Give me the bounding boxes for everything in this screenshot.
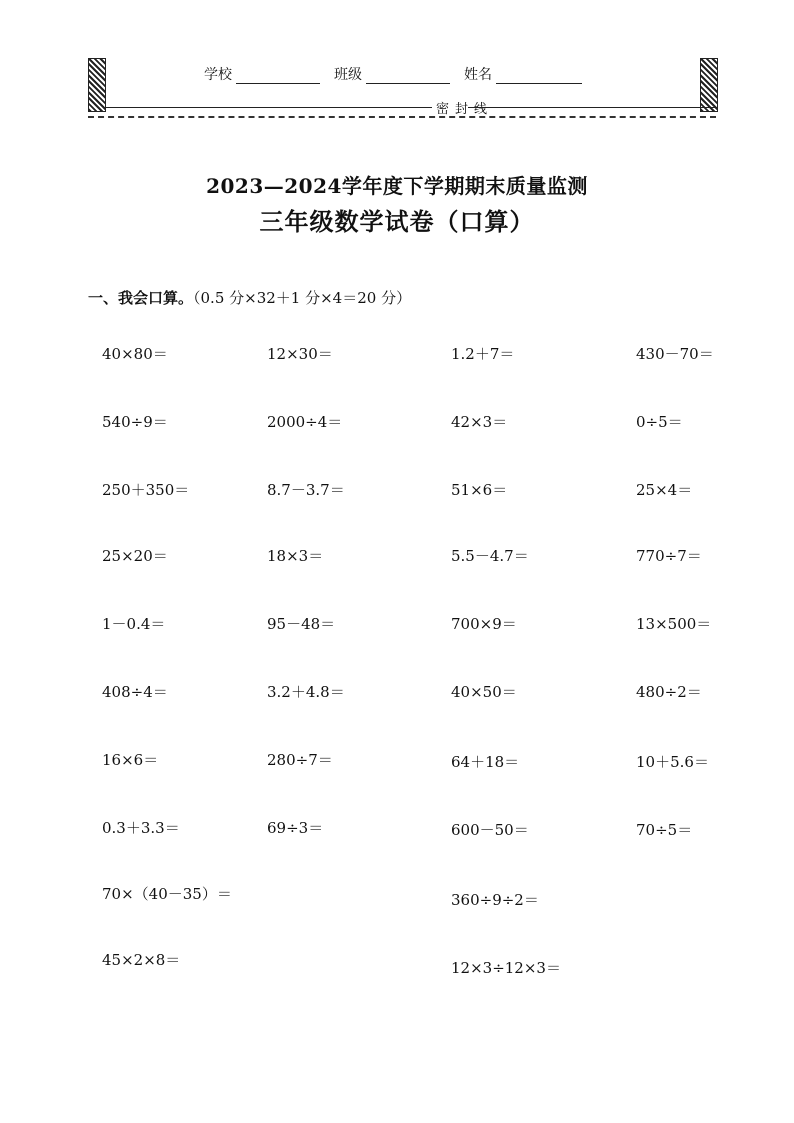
problem-item: 69÷3＝ — [267, 819, 324, 837]
problem-item: 360÷9÷2＝ — [451, 891, 539, 909]
problem-item: 25×20＝ — [102, 547, 168, 565]
student-info-row — [204, 64, 588, 84]
problem-item: 42×3＝ — [451, 413, 508, 431]
name-label: 姓名 — [464, 67, 492, 83]
problem-item: 1.2＋7＝ — [451, 345, 515, 363]
problem-item: 25×4＝ — [636, 481, 693, 499]
problem-item: 70×（40－35）＝ — [102, 885, 232, 903]
class-blank[interactable] — [366, 82, 450, 84]
problem-item: 18×3＝ — [267, 547, 324, 565]
seal-line-right — [468, 107, 716, 108]
problem-item: 430－70＝ — [636, 345, 714, 363]
problem-item: 1－0.4＝ — [102, 615, 166, 633]
class-field[interactable] — [334, 64, 450, 84]
section-heading — [88, 287, 411, 308]
problem-item: 13×500＝ — [636, 615, 712, 633]
problem-item: 2000÷4＝ — [267, 413, 343, 431]
problem-item: 12×3÷12×3＝ — [451, 959, 561, 977]
problem-item: 540÷9＝ — [102, 413, 168, 431]
problem-item: 0.3＋3.3＝ — [102, 819, 180, 837]
problem-item: 770÷7＝ — [636, 547, 702, 565]
problem-item: 5.5－4.7＝ — [451, 547, 529, 565]
exam-subtitle: 三年级数学试卷（口算） — [259, 207, 535, 236]
problem-item: 51×6＝ — [451, 481, 508, 499]
problem-item: 0÷5＝ — [636, 413, 683, 431]
exam-title: 2023—2024学年度下学期期末质量监测 — [206, 174, 588, 198]
school-label: 学校 — [204, 67, 232, 83]
seal-text: 密封线 — [436, 102, 494, 117]
cut-dashed-line — [88, 116, 716, 118]
problem-item: 3.2＋4.8＝ — [267, 683, 345, 701]
name-field[interactable] — [464, 64, 582, 84]
problem-item: 40×80＝ — [102, 345, 168, 363]
school-field[interactable] — [204, 64, 320, 84]
problem-item: 12×30＝ — [267, 345, 333, 363]
problem-item: 600－50＝ — [451, 821, 529, 839]
problem-item: 250＋350＝ — [102, 481, 190, 499]
name-blank[interactable] — [496, 82, 582, 84]
problem-item: 408÷4＝ — [102, 683, 168, 701]
school-blank[interactable] — [236, 82, 320, 84]
section-heading-text: 一、我会口算。 — [88, 289, 194, 307]
problem-item: 700×9＝ — [451, 615, 517, 633]
class-label: 班级 — [334, 67, 362, 83]
problem-item: 480÷2＝ — [636, 683, 702, 701]
problem-item: 8.7－3.7＝ — [267, 481, 345, 499]
problem-item: 40×50＝ — [451, 683, 517, 701]
problem-item: 10＋5.6＝ — [636, 753, 709, 771]
problem-item: 16×6＝ — [102, 751, 159, 769]
problem-item: 45×2×8＝ — [102, 951, 181, 969]
problem-item: 280÷7＝ — [267, 751, 333, 769]
seal-line-row — [88, 98, 716, 118]
seal-line-left — [106, 107, 432, 108]
problem-item: 64＋18＝ — [451, 753, 520, 771]
problem-item: 95－48＝ — [267, 615, 336, 633]
section-score-text: （0.5 分×32＋1 分×4＝20 分） — [193, 289, 412, 307]
problem-item: 70÷5＝ — [636, 821, 693, 839]
